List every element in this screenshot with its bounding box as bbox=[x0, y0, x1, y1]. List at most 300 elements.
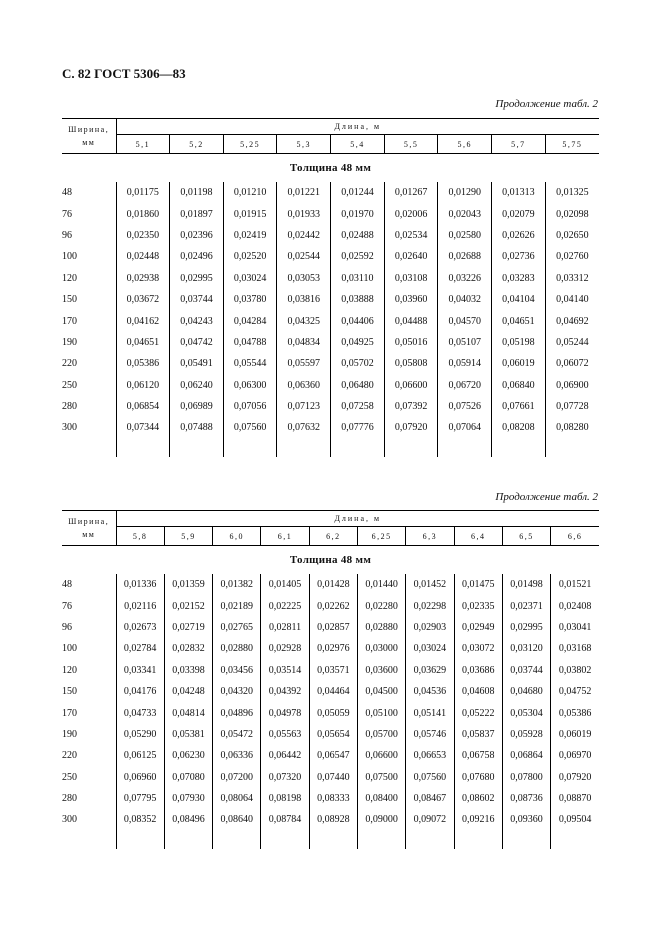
volume-cell: 0,07320 bbox=[261, 767, 309, 788]
page-header: С. 82 ГОСТ 5306—83 bbox=[62, 66, 186, 81]
volume-cell: 0,03108 bbox=[384, 268, 438, 289]
volume-cell: 0,01498 bbox=[502, 574, 550, 595]
volume-cell: 0,05059 bbox=[309, 702, 357, 723]
table-row bbox=[62, 396, 599, 417]
volume-cell: 0,06989 bbox=[170, 396, 224, 417]
volume-cell: 0,02995 bbox=[170, 268, 224, 289]
volume-cell: 0,02938 bbox=[116, 268, 170, 289]
volume-cell: 0,03312 bbox=[545, 268, 599, 289]
length-value: 5,3 bbox=[277, 135, 331, 154]
table-row bbox=[62, 417, 599, 438]
continuation-label: Продолжение табл. 2 bbox=[495, 491, 598, 503]
width-value: 48 bbox=[62, 187, 72, 199]
length-value: 5,8 bbox=[116, 527, 164, 546]
volume-cell: 0,02098 bbox=[545, 203, 599, 224]
volume-cell: 0,07200 bbox=[213, 767, 261, 788]
width-value: 220 bbox=[62, 358, 77, 370]
width-value: 190 bbox=[62, 336, 77, 348]
volume-cell: 0,08333 bbox=[309, 788, 357, 809]
volume-cell: 0,06900 bbox=[545, 375, 599, 396]
volume-cell: 0,02496 bbox=[170, 246, 224, 267]
volume-cell: 0,06600 bbox=[384, 375, 438, 396]
length-value: 6,5 bbox=[502, 527, 550, 546]
volume-cell: 0,09072 bbox=[406, 809, 454, 830]
width-header: Ширина, мм bbox=[62, 119, 116, 154]
volume-cell: 0,03000 bbox=[357, 638, 405, 659]
length-value: 5,25 bbox=[223, 135, 277, 154]
width-value: 300 bbox=[62, 814, 77, 826]
volume-cell: 0,08928 bbox=[309, 809, 357, 830]
volume-cell: 0,06120 bbox=[116, 375, 170, 396]
volume-cell: 0,06960 bbox=[116, 767, 164, 788]
volume-cell: 0,02442 bbox=[277, 225, 331, 246]
volume-cell: 0,03888 bbox=[331, 289, 385, 310]
volume-cell: 0,02784 bbox=[116, 638, 164, 659]
volume-cell: 0,03802 bbox=[551, 660, 599, 681]
volume-cell: 0,04608 bbox=[454, 681, 502, 702]
volume-cell: 0,09504 bbox=[551, 809, 599, 830]
volume-cell: 0,06019 bbox=[492, 353, 546, 374]
volume-cell: 0,01336 bbox=[116, 574, 164, 595]
volume-cell: 0,07488 bbox=[170, 417, 224, 438]
volume-cell: 0,05472 bbox=[213, 724, 261, 745]
volume-cell: 0,08870 bbox=[551, 788, 599, 809]
volume-cell: 0,01221 bbox=[277, 182, 331, 203]
volume-cell: 0,02765 bbox=[213, 617, 261, 638]
table-row bbox=[62, 595, 599, 616]
volume-cell: 0,08280 bbox=[545, 417, 599, 438]
volume-cell: 0,02673 bbox=[116, 617, 164, 638]
volume-cell: 0,02857 bbox=[309, 617, 357, 638]
volume-cell: 0,04392 bbox=[261, 681, 309, 702]
volume-cell: 0,06653 bbox=[406, 745, 454, 766]
volume-cell: 0,03456 bbox=[213, 660, 261, 681]
width-header: Ширина, мм bbox=[62, 511, 116, 546]
table-row bbox=[62, 681, 599, 702]
volume-cell: 0,02832 bbox=[164, 638, 212, 659]
volume-cell: 0,04500 bbox=[357, 681, 405, 702]
length-header: Длина, м bbox=[116, 119, 599, 135]
volume-cell: 0,07920 bbox=[384, 417, 438, 438]
volume-cell: 0,03398 bbox=[164, 660, 212, 681]
volume-cell: 0,01915 bbox=[223, 203, 277, 224]
width-value: 220 bbox=[62, 750, 77, 762]
volume-cell: 0,05702 bbox=[331, 353, 385, 374]
volume-cell: 0,01198 bbox=[170, 182, 224, 203]
volume-cell: 0,02544 bbox=[277, 246, 331, 267]
volume-cell: 0,06230 bbox=[164, 745, 212, 766]
volume-cell: 0,08602 bbox=[454, 788, 502, 809]
length-value: 6,3 bbox=[406, 527, 454, 546]
length-value: 6,4 bbox=[454, 527, 502, 546]
width-value: 300 bbox=[62, 422, 77, 434]
length-value: 5,4 bbox=[331, 135, 385, 154]
volume-cell: 0,04284 bbox=[223, 310, 277, 331]
volume-cell: 0,03744 bbox=[170, 289, 224, 310]
volume-cell: 0,05381 bbox=[164, 724, 212, 745]
volume-cell: 0,06854 bbox=[116, 396, 170, 417]
volume-cell: 0,03226 bbox=[438, 268, 492, 289]
volume-cell: 0,08198 bbox=[261, 788, 309, 809]
volume-cell: 0,07920 bbox=[551, 767, 599, 788]
length-value: 6,0 bbox=[213, 527, 261, 546]
volume-cell: 0,04733 bbox=[116, 702, 164, 723]
volume-cell: 0,06125 bbox=[116, 745, 164, 766]
length-value: 5,6 bbox=[438, 135, 492, 154]
volume-cell: 0,01210 bbox=[223, 182, 277, 203]
length-value: 5,1 bbox=[116, 135, 170, 154]
volume-cell: 0,01475 bbox=[454, 574, 502, 595]
table-row bbox=[62, 310, 599, 331]
volume-cell: 0,03072 bbox=[454, 638, 502, 659]
volume-cell: 0,06019 bbox=[551, 724, 599, 745]
volume-cell: 0,01313 bbox=[492, 182, 546, 203]
volume-cell: 0,02225 bbox=[261, 595, 309, 616]
table-row bbox=[62, 375, 599, 396]
volume-cell: 0,02079 bbox=[492, 203, 546, 224]
volume-cell: 0,07526 bbox=[438, 396, 492, 417]
volume-cell: 0,06336 bbox=[213, 745, 261, 766]
volume-cell: 0,01897 bbox=[170, 203, 224, 224]
volume-cell: 0,07560 bbox=[406, 767, 454, 788]
volume-cell: 0,01933 bbox=[277, 203, 331, 224]
table-row bbox=[62, 702, 599, 723]
volume-cell: 0,02448 bbox=[116, 246, 170, 267]
volume-cell: 0,07560 bbox=[223, 417, 277, 438]
volume-cell: 0,07500 bbox=[357, 767, 405, 788]
volume-cell: 0,02580 bbox=[438, 225, 492, 246]
volume-cell: 0,05304 bbox=[502, 702, 550, 723]
volume-cell: 0,04896 bbox=[213, 702, 261, 723]
volume-cell: 0,08496 bbox=[164, 809, 212, 830]
table-row bbox=[62, 246, 599, 267]
volume-cell: 0,05386 bbox=[116, 353, 170, 374]
volume-cell: 0,08400 bbox=[357, 788, 405, 809]
volume-cell: 0,05746 bbox=[406, 724, 454, 745]
width-value: 170 bbox=[62, 707, 77, 719]
volume-cell: 0,05222 bbox=[454, 702, 502, 723]
volume-cell: 0,01382 bbox=[213, 574, 261, 595]
volume-cell: 0,05491 bbox=[170, 353, 224, 374]
volume-cell: 0,03960 bbox=[384, 289, 438, 310]
volume-cell: 0,05914 bbox=[438, 353, 492, 374]
volume-cell: 0,02520 bbox=[223, 246, 277, 267]
volume-cell: 0,05700 bbox=[357, 724, 405, 745]
volume-cell: 0,09216 bbox=[454, 809, 502, 830]
volume-cell: 0,01428 bbox=[309, 574, 357, 595]
volume-cell: 0,06300 bbox=[223, 375, 277, 396]
volume-cell: 0,04406 bbox=[331, 310, 385, 331]
volume-cell: 0,02280 bbox=[357, 595, 405, 616]
volume-cell: 0,04834 bbox=[277, 332, 331, 353]
volume-cell: 0,04788 bbox=[223, 332, 277, 353]
volume-cell: 0,01175 bbox=[116, 182, 170, 203]
volume-cell: 0,03686 bbox=[454, 660, 502, 681]
width-value: 48 bbox=[62, 579, 72, 591]
volume-cell: 0,04570 bbox=[438, 310, 492, 331]
length-value: 5,7 bbox=[492, 135, 546, 154]
volume-cell: 0,02043 bbox=[438, 203, 492, 224]
volume-cell: 0,02592 bbox=[331, 246, 385, 267]
table-row bbox=[62, 289, 599, 310]
volume-cell: 0,07440 bbox=[309, 767, 357, 788]
volume-cell: 0,01359 bbox=[164, 574, 212, 595]
volume-cell: 0,07680 bbox=[454, 767, 502, 788]
volume-cell: 0,02903 bbox=[406, 617, 454, 638]
width-value: 170 bbox=[62, 315, 77, 327]
table-row bbox=[62, 809, 599, 830]
volume-cell: 0,02880 bbox=[213, 638, 261, 659]
continuation-label: Продолжение табл. 2 bbox=[495, 98, 598, 110]
volume-cell: 0,03600 bbox=[357, 660, 405, 681]
width-value: 150 bbox=[62, 294, 77, 306]
volume-cell: 0,03120 bbox=[502, 638, 550, 659]
volume-cell: 0,02760 bbox=[545, 246, 599, 267]
volume-cell: 0,05928 bbox=[502, 724, 550, 745]
volume-cell: 0,06442 bbox=[261, 745, 309, 766]
table-row bbox=[62, 268, 599, 289]
volume-cell: 0,02534 bbox=[384, 225, 438, 246]
section-title: Толщина 48 мм bbox=[289, 162, 372, 174]
volume-cell: 0,04248 bbox=[164, 681, 212, 702]
volume-cell: 0,02949 bbox=[454, 617, 502, 638]
length-value: 6,2 bbox=[309, 527, 357, 546]
volume-cell: 0,03780 bbox=[223, 289, 277, 310]
volume-cell: 0,03341 bbox=[116, 660, 164, 681]
volume-cell: 0,03672 bbox=[116, 289, 170, 310]
volume-cell: 0,04680 bbox=[502, 681, 550, 702]
volume-cell: 0,02719 bbox=[164, 617, 212, 638]
volume-cell: 0,04978 bbox=[261, 702, 309, 723]
volume-cell: 0,05244 bbox=[545, 332, 599, 353]
volume-cell: 0,03110 bbox=[331, 268, 385, 289]
table-row bbox=[62, 225, 599, 246]
volume-cell: 0,07258 bbox=[331, 396, 385, 417]
volume-cell: 0,06480 bbox=[331, 375, 385, 396]
table-row bbox=[62, 574, 599, 595]
length-header: Длина, м bbox=[116, 511, 599, 527]
volume-cell: 0,04140 bbox=[545, 289, 599, 310]
volume-cell: 0,07930 bbox=[164, 788, 212, 809]
volume-cell: 0,04692 bbox=[545, 310, 599, 331]
table-row bbox=[62, 724, 599, 745]
volume-cell: 0,03629 bbox=[406, 660, 454, 681]
volume-cell: 0,02688 bbox=[438, 246, 492, 267]
volume-cell: 0,03571 bbox=[309, 660, 357, 681]
volume-cell: 0,07392 bbox=[384, 396, 438, 417]
volume-cell: 0,02152 bbox=[164, 595, 212, 616]
volume-cell: 0,02408 bbox=[551, 595, 599, 616]
volume-cell: 0,03168 bbox=[551, 638, 599, 659]
volume-cell: 0,05544 bbox=[223, 353, 277, 374]
table-row bbox=[62, 617, 599, 638]
table-row bbox=[62, 767, 599, 788]
volume-cell: 0,02880 bbox=[357, 617, 405, 638]
volume-cell: 0,01267 bbox=[384, 182, 438, 203]
volume-cell: 0,03024 bbox=[406, 638, 454, 659]
volume-cell: 0,06240 bbox=[170, 375, 224, 396]
volume-cell: 0,02396 bbox=[170, 225, 224, 246]
volume-cell: 0,02626 bbox=[492, 225, 546, 246]
volume-cell: 0,07776 bbox=[331, 417, 385, 438]
volume-cell: 0,04176 bbox=[116, 681, 164, 702]
volume-table bbox=[62, 118, 599, 457]
volume-cell: 0,07064 bbox=[438, 417, 492, 438]
volume-cell: 0,01521 bbox=[551, 574, 599, 595]
volume-cell: 0,06072 bbox=[545, 353, 599, 374]
volume-cell: 0,05386 bbox=[551, 702, 599, 723]
volume-cell: 0,05198 bbox=[492, 332, 546, 353]
volume-cell: 0,05141 bbox=[406, 702, 454, 723]
table-row bbox=[62, 745, 599, 766]
volume-cell: 0,03816 bbox=[277, 289, 331, 310]
volume-cell: 0,05100 bbox=[357, 702, 405, 723]
volume-cell: 0,02736 bbox=[492, 246, 546, 267]
length-value: 5,9 bbox=[164, 527, 212, 546]
volume-cell: 0,01244 bbox=[331, 182, 385, 203]
volume-cell: 0,02419 bbox=[223, 225, 277, 246]
table-row bbox=[62, 332, 599, 353]
volume-cell: 0,05107 bbox=[438, 332, 492, 353]
volume-cell: 0,08467 bbox=[406, 788, 454, 809]
width-value: 250 bbox=[62, 379, 77, 391]
table-row bbox=[62, 203, 599, 224]
volume-cell: 0,07795 bbox=[116, 788, 164, 809]
volume-cell: 0,03283 bbox=[492, 268, 546, 289]
volume-cell: 0,04651 bbox=[492, 310, 546, 331]
volume-cell: 0,05808 bbox=[384, 353, 438, 374]
width-value: 280 bbox=[62, 401, 77, 413]
volume-cell: 0,04536 bbox=[406, 681, 454, 702]
width-value: 76 bbox=[62, 600, 72, 612]
volume-cell: 0,07632 bbox=[277, 417, 331, 438]
volume-cell: 0,07056 bbox=[223, 396, 277, 417]
width-value: 96 bbox=[62, 229, 72, 241]
volume-cell: 0,02995 bbox=[502, 617, 550, 638]
volume-cell: 0,04032 bbox=[438, 289, 492, 310]
width-value: 100 bbox=[62, 643, 77, 655]
length-value: 6,1 bbox=[261, 527, 309, 546]
volume-cell: 0,05290 bbox=[116, 724, 164, 745]
volume-cell: 0,05654 bbox=[309, 724, 357, 745]
volume-cell: 0,01452 bbox=[406, 574, 454, 595]
table-row bbox=[62, 660, 599, 681]
volume-cell: 0,03744 bbox=[502, 660, 550, 681]
volume-cell: 0,04162 bbox=[116, 310, 170, 331]
volume-cell: 0,02928 bbox=[261, 638, 309, 659]
volume-cell: 0,02298 bbox=[406, 595, 454, 616]
volume-cell: 0,02650 bbox=[545, 225, 599, 246]
width-value: 280 bbox=[62, 793, 77, 805]
volume-cell: 0,03024 bbox=[223, 268, 277, 289]
length-value: 5,5 bbox=[384, 135, 438, 154]
table-row bbox=[62, 788, 599, 809]
section-title: Толщина 48 мм bbox=[289, 554, 372, 566]
volume-cell: 0,02640 bbox=[384, 246, 438, 267]
volume-cell: 0,09360 bbox=[502, 809, 550, 830]
volume-cell: 0,05597 bbox=[277, 353, 331, 374]
volume-cell: 0,04925 bbox=[331, 332, 385, 353]
volume-cell: 0,01440 bbox=[357, 574, 405, 595]
volume-cell: 0,02116 bbox=[116, 595, 164, 616]
volume-cell: 0,04320 bbox=[213, 681, 261, 702]
volume-cell: 0,04651 bbox=[116, 332, 170, 353]
volume-cell: 0,05563 bbox=[261, 724, 309, 745]
volume-cell: 0,02371 bbox=[502, 595, 550, 616]
volume-cell: 0,06720 bbox=[438, 375, 492, 396]
volume-cell: 0,01405 bbox=[261, 574, 309, 595]
width-value: 150 bbox=[62, 686, 77, 698]
volume-cell: 0,01290 bbox=[438, 182, 492, 203]
volume-cell: 0,08736 bbox=[502, 788, 550, 809]
volume-cell: 0,04752 bbox=[551, 681, 599, 702]
width-value: 120 bbox=[62, 664, 77, 676]
volume-cell: 0,08640 bbox=[213, 809, 261, 830]
volume-cell: 0,08784 bbox=[261, 809, 309, 830]
width-value: 250 bbox=[62, 771, 77, 783]
volume-cell: 0,03514 bbox=[261, 660, 309, 681]
volume-cell: 0,04814 bbox=[164, 702, 212, 723]
volume-cell: 0,02811 bbox=[261, 617, 309, 638]
volume-cell: 0,07661 bbox=[492, 396, 546, 417]
table-row bbox=[62, 353, 599, 374]
table-row bbox=[62, 182, 599, 203]
volume-cell: 0,07080 bbox=[164, 767, 212, 788]
volume-cell: 0,02350 bbox=[116, 225, 170, 246]
volume-cell: 0,05837 bbox=[454, 724, 502, 745]
volume-cell: 0,05016 bbox=[384, 332, 438, 353]
volume-cell: 0,07800 bbox=[502, 767, 550, 788]
volume-cell: 0,02488 bbox=[331, 225, 385, 246]
volume-cell: 0,08352 bbox=[116, 809, 164, 830]
volume-cell: 0,06360 bbox=[277, 375, 331, 396]
volume-cell: 0,06547 bbox=[309, 745, 357, 766]
volume-cell: 0,06600 bbox=[357, 745, 405, 766]
width-value: 120 bbox=[62, 272, 77, 284]
volume-cell: 0,04464 bbox=[309, 681, 357, 702]
volume-cell: 0,02006 bbox=[384, 203, 438, 224]
volume-table bbox=[62, 510, 599, 849]
length-value: 5,2 bbox=[170, 135, 224, 154]
volume-cell: 0,06864 bbox=[502, 745, 550, 766]
volume-cell: 0,06758 bbox=[454, 745, 502, 766]
volume-cell: 0,02189 bbox=[213, 595, 261, 616]
width-value: 96 bbox=[62, 621, 72, 633]
length-value: 6,6 bbox=[551, 527, 599, 546]
volume-cell: 0,04325 bbox=[277, 310, 331, 331]
volume-cell: 0,04104 bbox=[492, 289, 546, 310]
volume-cell: 0,07728 bbox=[545, 396, 599, 417]
volume-cell: 0,04243 bbox=[170, 310, 224, 331]
volume-cell: 0,01860 bbox=[116, 203, 170, 224]
length-value: 5,75 bbox=[545, 135, 599, 154]
volume-cell: 0,09000 bbox=[357, 809, 405, 830]
volume-cell: 0,04742 bbox=[170, 332, 224, 353]
volume-cell: 0,02335 bbox=[454, 595, 502, 616]
volume-cell: 0,08208 bbox=[492, 417, 546, 438]
width-value: 190 bbox=[62, 728, 77, 740]
volume-cell: 0,06970 bbox=[551, 745, 599, 766]
volume-cell: 0,06840 bbox=[492, 375, 546, 396]
volume-cell: 0,02262 bbox=[309, 595, 357, 616]
volume-cell: 0,01970 bbox=[331, 203, 385, 224]
width-value: 100 bbox=[62, 251, 77, 263]
volume-cell: 0,04488 bbox=[384, 310, 438, 331]
volume-cell: 0,07123 bbox=[277, 396, 331, 417]
volume-cell: 0,01325 bbox=[545, 182, 599, 203]
volume-cell: 0,08064 bbox=[213, 788, 261, 809]
length-value: 6,25 bbox=[357, 527, 405, 546]
